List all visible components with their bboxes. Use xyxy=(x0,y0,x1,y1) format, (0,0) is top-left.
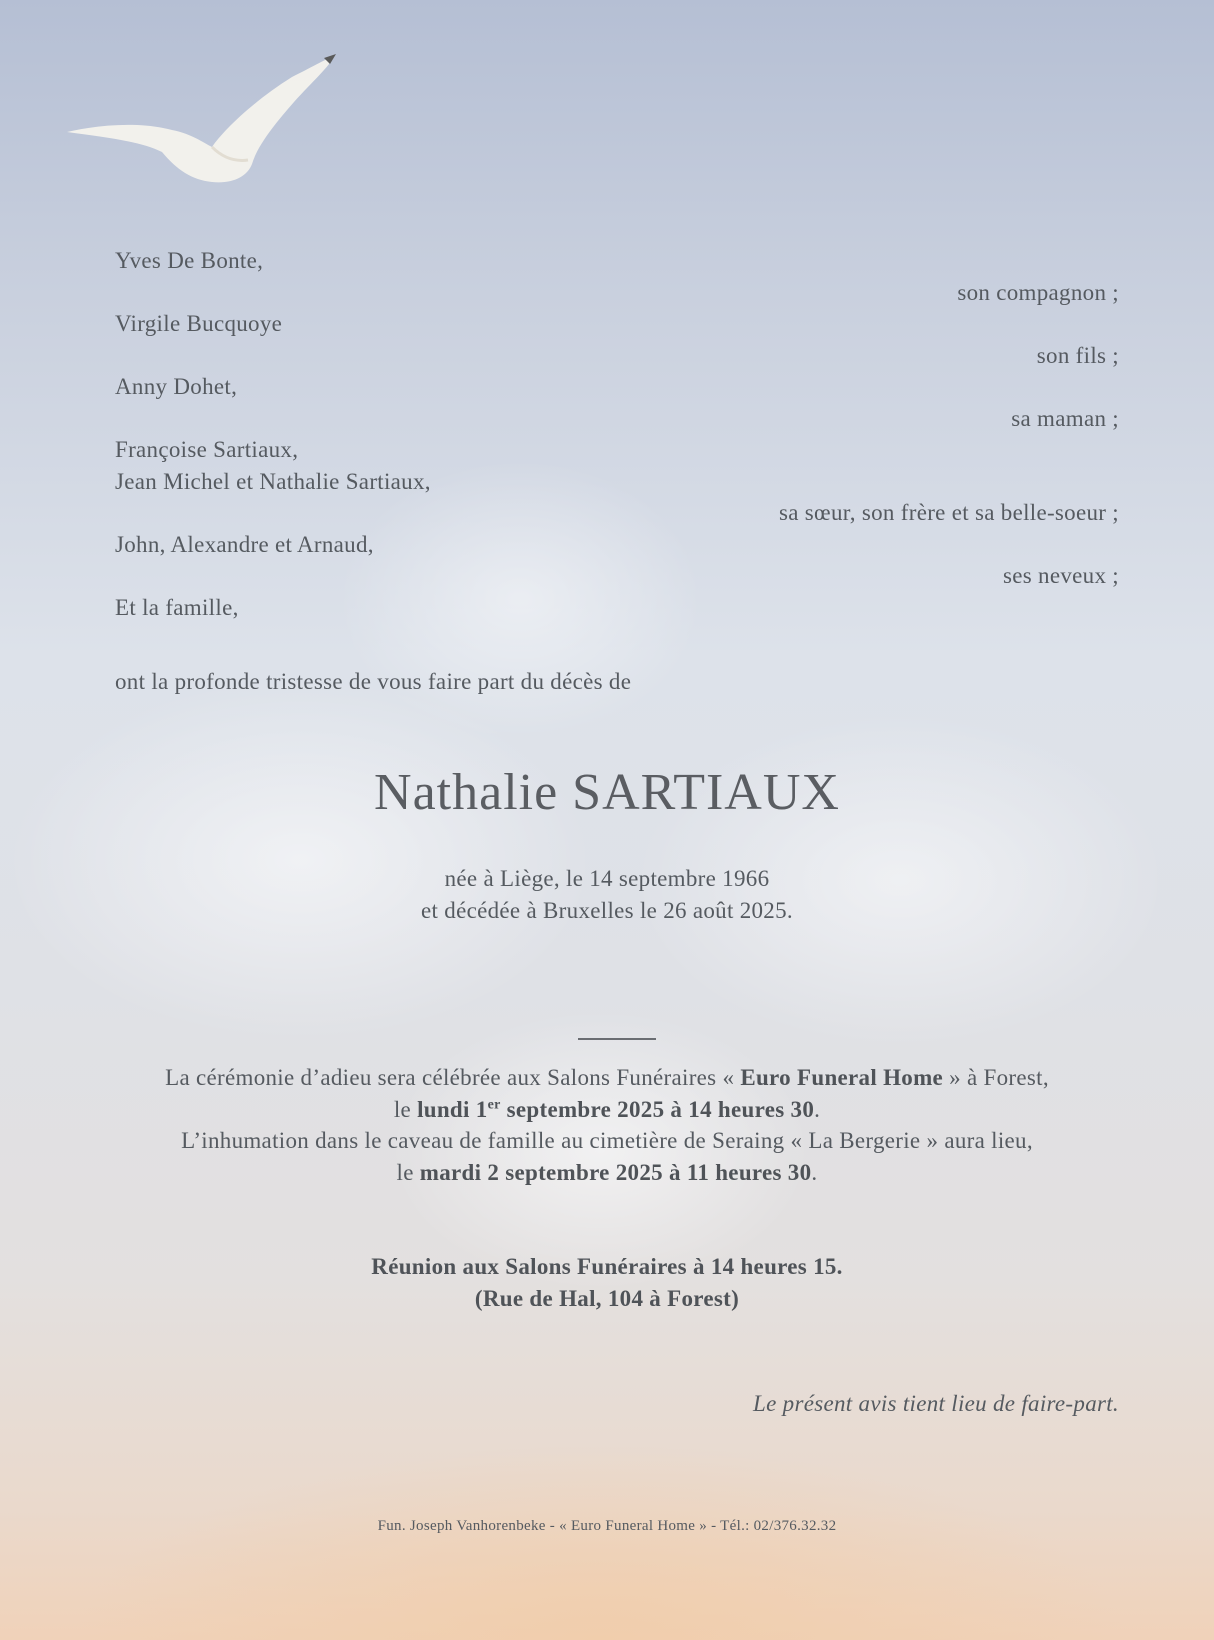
ceremony-line-1: La cérémonie d’adieu sera célébrée aux Salons Funéraires « Euro Funeral Home » à Forest, xyxy=(165,1065,1049,1090)
announcement-text: ont la profonde tristesse de vous faire part du décès de xyxy=(115,669,632,694)
meeting-address: (Rue de Hal, 104 à Forest) xyxy=(474,1286,740,1311)
notice-text: Le présent avis tient lieu de faire-part. xyxy=(753,1391,1119,1416)
seagull-icon xyxy=(62,52,362,202)
burial-line-2: le mardi 2 septembre 2025 à 11 heures 30. xyxy=(396,1160,818,1185)
footer-contact: Fun. Joseph Vanhorenbeke - « Euro Funeral Home » - Tél.: 02/376.32.32 xyxy=(377,1518,837,1534)
relation-nephews: ses neveux ; xyxy=(1002,563,1119,588)
relation-son: son fils ; xyxy=(1036,343,1119,368)
family-member-jean-michel: Jean Michel et Nathalie Sartiaux, xyxy=(115,469,431,494)
divider xyxy=(578,1038,656,1040)
family-rest: Et la famille, xyxy=(115,595,239,620)
meeting-line-1: Réunion aux Salons Funéraires à 14 heures 15. xyxy=(371,1254,843,1279)
birth-info: née à Liège, le 14 septembre 1966 xyxy=(444,866,770,891)
family-member-virgile: Virgile Bucquoye xyxy=(115,311,283,336)
relation-companion: son compagnon ; xyxy=(957,280,1119,305)
relation-mother: sa maman ; xyxy=(1011,406,1119,431)
burial-line-1: L’inhumation dans le caveau de famille au cimetière de Seraing « La Bergerie » aura lieu, xyxy=(181,1128,1033,1153)
ceremony-line-2: le lundi 1er septembre 2025 à 14 heures 30. xyxy=(393,1097,821,1122)
family-member-anny: Anny Dohet, xyxy=(115,374,238,399)
family-member-francoise: Françoise Sartiaux, xyxy=(115,437,299,462)
deceased-name: Nathalie SARTIAUX xyxy=(374,764,840,821)
relation-siblings: sa sœur, son frère et sa belle-soeur ; xyxy=(778,500,1119,525)
family-member-nephews: John, Alexandre et Arnaud, xyxy=(115,532,374,557)
family-member-yves: Yves De Bonte, xyxy=(115,248,264,273)
death-info: et décédée à Bruxelles le 26 août 2025. xyxy=(421,898,793,923)
